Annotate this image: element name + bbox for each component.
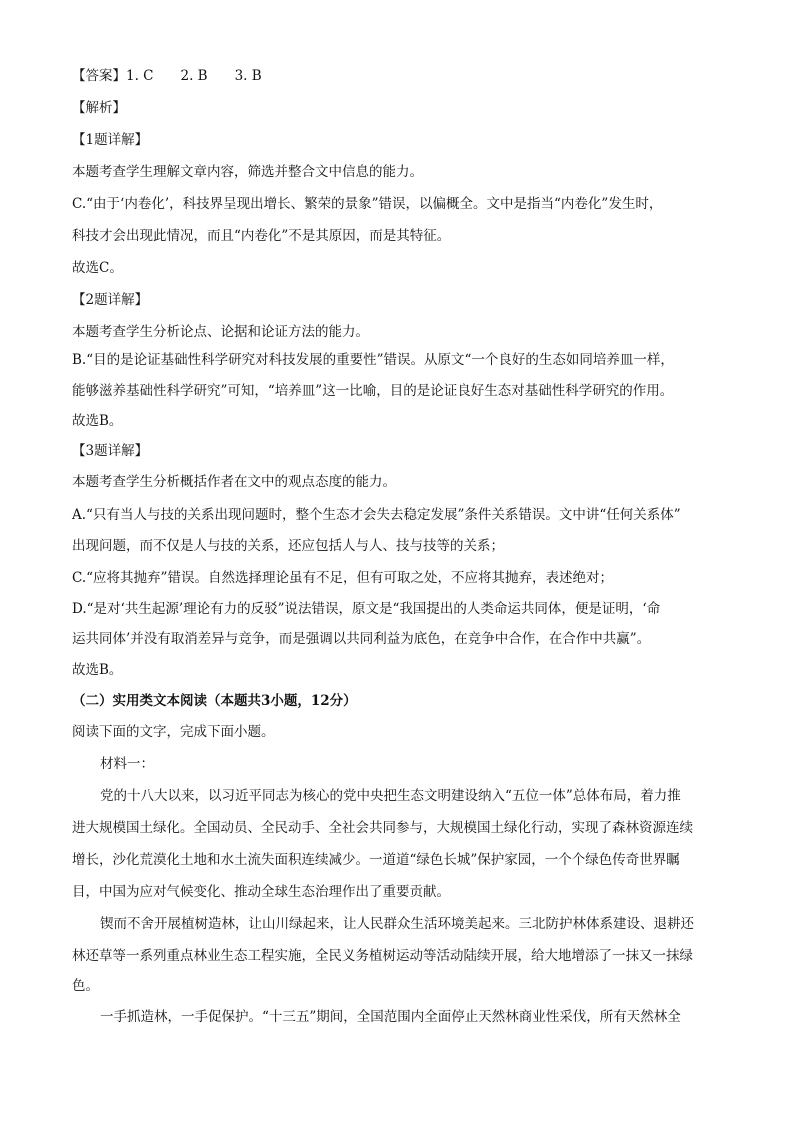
material-paragraph: 林还草等一系列重点林业生态工程实施，全民义务植树运动等活动陆续开展，给大地增添了一抹又一抹绿 bbox=[72, 948, 693, 964]
q1-text: C.“由于‘内卷化’，科技界呈现出增长、繁荣的景象”错误，以偏概全。文中是指当“内卷化”发生时， bbox=[72, 196, 663, 212]
q3-text: D.“是对‘共生起源’理论有力的反驳”说法错误，原文是“我国提出的人类命运共同体，便是证明，‘命 bbox=[72, 601, 661, 617]
material-paragraph: 党的十八大以来，以习近平同志为核心的党中央把生态文明建设纳入“五位一体”总体布局，着力推 bbox=[100, 788, 681, 804]
q3-text: A.“只有当人与技的关系出现问题时，整个生态才会失去稳定发展”条件关系错误。文中讲“任何关系体” bbox=[72, 507, 681, 523]
q1-conclusion: 故选C。 bbox=[72, 260, 123, 276]
section-heading: （二）实用类文本阅读（本题共3小题，12分） bbox=[72, 693, 357, 709]
answer-line: 【答案】1. C 2. B 3. B bbox=[72, 68, 262, 84]
q3-heading: 【3题详解】 bbox=[72, 443, 149, 459]
q3-conclusion: 故选B。 bbox=[72, 662, 123, 678]
instruction-text: 阅读下面的文字，完成下面小题。 bbox=[72, 724, 275, 740]
material-paragraph: 色。 bbox=[72, 978, 99, 994]
q2-conclusion: 故选B。 bbox=[72, 413, 123, 429]
q3-text: 出现问题，而不仅是人与技的关系，还应包括人与人、技与技等的关系； bbox=[72, 538, 504, 554]
material-paragraph: 锲而不舍开展植树造林，让山川绿起来，让人民群众生活环境美起来。三北防护林体系建设、退耕还 bbox=[100, 916, 694, 932]
material-paragraph: 进大规模国土绿化。全国动员、全民动手、全社会共同参与，大规模国土绿化行动，实现了森林资源连续 bbox=[72, 820, 693, 836]
analysis-heading: 【解析】 bbox=[72, 100, 126, 116]
material-paragraph: 增长，沙化荒漠化土地和水土流失面积连续减少。一道道“绿色长城”保护家园，一个个绿色传奇世界瞩 bbox=[72, 852, 680, 868]
q2-heading: 【2题详解】 bbox=[72, 292, 149, 308]
q3-text: 本题考查学生分析概括作者在文中的观点态度的能力。 bbox=[72, 474, 396, 490]
q2-text: B.“目的是论证基础性科学研究对科技发展的重要性”错误。从原文“一个良好的生态如同培养皿一样， bbox=[72, 352, 674, 368]
q2-text: 本题考查学生分析论点、论据和论证方法的能力。 bbox=[72, 324, 369, 340]
material-label: 材料一： bbox=[100, 756, 154, 772]
q1-text: 科技才会出现此情况，而且“内卷化”不是其原因，而是其特征。 bbox=[72, 228, 451, 244]
q2-text: 能够滋养基础性科学研究”可知，“培养皿”这一比喻，目的是论证良好生态对基础性科学研究的作用。 bbox=[72, 383, 674, 399]
material-paragraph: 目，中国为应对气候变化、推动全球生态治理作出了重要贡献。 bbox=[72, 884, 450, 900]
q3-text: 运共同体’并没有取消差异与竞争，而是强调以共同利益为底色，在竞争中合作，在合作中共赢”。 bbox=[72, 631, 651, 647]
q1-heading: 【1题详解】 bbox=[72, 132, 149, 148]
q1-text: 本题考查学生理解文章内容，筛选并整合文中信息的能力。 bbox=[72, 164, 423, 180]
q3-text: C.“应将其抛弃”错误。自然选择理论虽有不足，但有可取之处，不应将其抛弃，表述绝对； bbox=[72, 570, 613, 586]
material-paragraph: 一手抓造林，一手促保护。“十三五”期间，全国范围内全面停止天然林商业性采伐，所有天然林全 bbox=[100, 1009, 681, 1025]
